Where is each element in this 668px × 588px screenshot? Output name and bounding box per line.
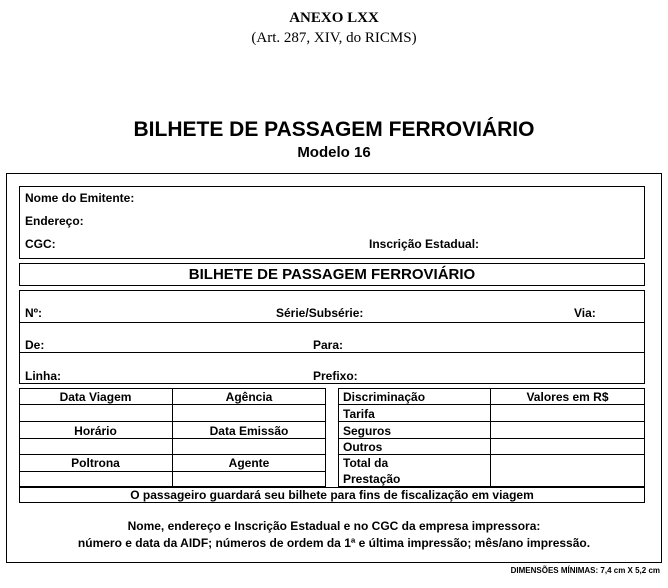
others-row-label: Outros <box>343 440 383 454</box>
printer-info-line1: Nome, endereço e Inscrição Estadual e no CGC da empresa impressora: <box>127 519 541 533</box>
ticket-number-label: Nº: <box>25 306 43 320</box>
total-row-label-line2: Prestação <box>343 472 401 486</box>
insurance-row-label: Seguros <box>343 424 392 438</box>
issuer-name-label: Nome do Emitente: <box>25 191 135 205</box>
agency-header: Agência <box>225 390 273 404</box>
travel-date-header: Data Viagem <box>59 390 132 404</box>
printer-info-line2: número e data da AIDF; números de ordem da 1ª e última impressão; mês/ano impressão. <box>77 536 591 550</box>
issuer-state-registration-label: Inscrição Estadual: <box>369 237 480 251</box>
line-label: Linha: <box>25 369 61 383</box>
from-label: De: <box>25 338 45 352</box>
annex-title: ANEXO LXX <box>289 10 379 26</box>
ticket-title: BILHETE DE PASSAGEM FERROVIÁRIO <box>188 266 476 283</box>
fare-row-label: Tarifa <box>343 407 375 421</box>
description-header: Discriminação <box>343 390 426 404</box>
to-label: Para: <box>313 338 344 352</box>
values-header: Valores em R$ <box>526 390 609 404</box>
copy-label: Via: <box>574 306 596 320</box>
total-row-label-line1: Total da <box>343 456 389 470</box>
article-reference: (Art. 287, XIV, do RICMS) <box>251 30 417 46</box>
document-title: BILHETE DE PASSAGEM FERROVIÁRIO <box>133 118 535 141</box>
agent-header: Agente <box>228 456 270 470</box>
passenger-notice: O passageiro guardará seu bilhete para fins de fiscalização em viagem <box>130 488 534 502</box>
seat-header: Poltrona <box>71 456 120 470</box>
issuer-cgc-label: CGC: <box>25 237 56 251</box>
issue-date-header: Data Emissão <box>209 424 289 438</box>
time-header: Horário <box>74 424 117 438</box>
series-label: Série/Subsérie: <box>276 306 364 320</box>
prefix-label: Prefixo: <box>313 369 358 383</box>
model-subtitle: Modelo 16 <box>297 144 371 161</box>
issuer-address-label: Endereço: <box>25 214 84 228</box>
minimum-dimensions-note: DIMENSÕES MÍNIMAS: 7,4 cm X 5,2 cm <box>510 566 660 575</box>
